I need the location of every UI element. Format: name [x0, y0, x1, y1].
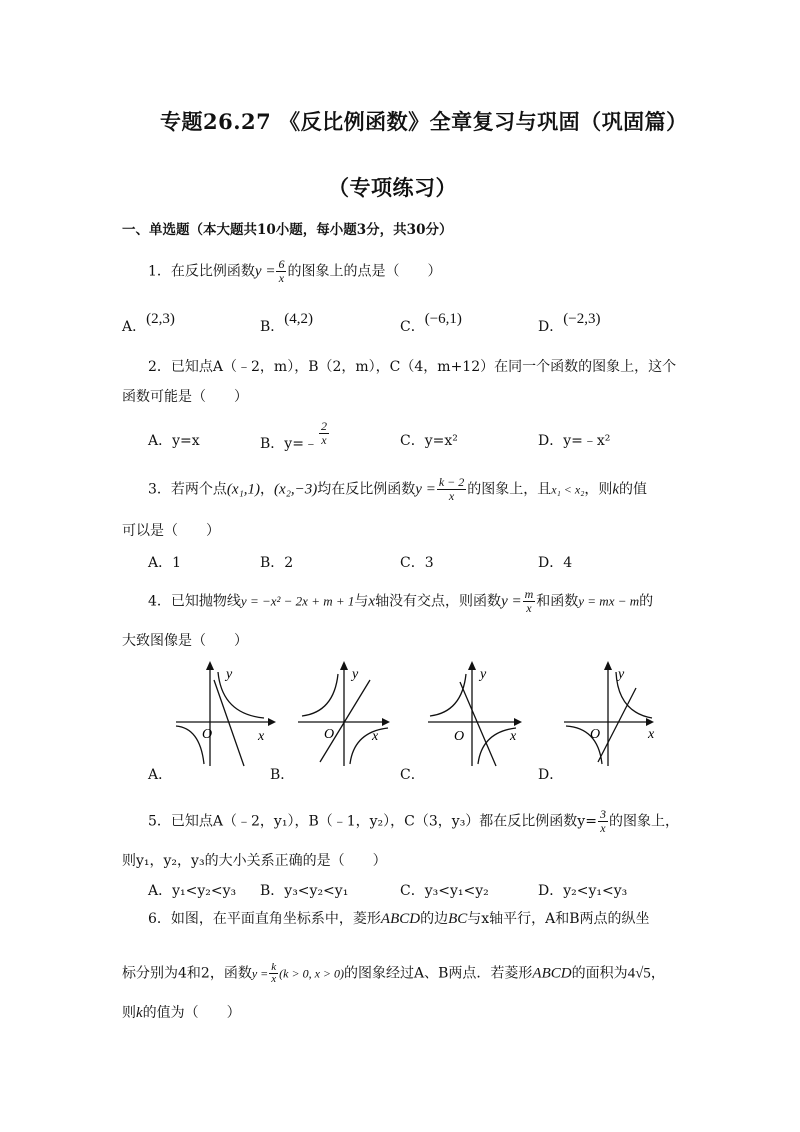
question-3: [148, 476, 647, 503]
q2-option-a[interactable]: A．y=x: [148, 433, 200, 449]
q1-option-b[interactable]: [260, 308, 314, 335]
q6-line3-post: 的值为（ ）: [142, 1005, 241, 1021]
page-title: 专题26.27 《反比例函数》全章复习与巩固（巩固篇）: [160, 109, 688, 134]
q6-abcd: ABCD: [380, 911, 421, 927]
q2-option-b-denominator: x: [321, 433, 327, 447]
question-3-line2: 可以是（ ）: [122, 523, 220, 539]
q4-graph-b-axis-y: y: [352, 667, 359, 682]
q3-text-post2: ，则: [584, 481, 613, 498]
q4-text-pre: 4．已知抛物线: [148, 593, 241, 610]
question-4: [148, 588, 653, 615]
q6-line2-pre: 标分别为4和2，函数: [122, 965, 252, 982]
q4-linear: y = mx − m: [578, 593, 640, 609]
q6-k: k: [136, 1005, 143, 1021]
question-5: [148, 808, 679, 835]
q4-graph-c-axis-y: y: [480, 667, 487, 682]
q1-option-b-value: (4,2): [284, 311, 314, 327]
q5-numerator: 3: [599, 807, 606, 821]
q3-text-pre: 3．若两个点: [148, 481, 227, 498]
question-6-line1: [148, 909, 650, 929]
q4-graph-b[interactable]: [292, 658, 402, 772]
q4-formula-lhs: y =: [501, 593, 522, 610]
q4-option-d[interactable]: D．: [538, 767, 564, 783]
q6-line1-post: 与x轴平行，A和B两点的纵坐: [467, 911, 650, 927]
q4-graph-d-axis-x: x: [648, 727, 655, 742]
q1-numerator: 6: [278, 257, 285, 271]
q4-text-post: 的: [639, 593, 654, 610]
question-2-line2: 函数可能是（ ）: [122, 389, 248, 405]
q6-formula-lhs: y =: [251, 966, 269, 981]
q4-graph-d[interactable]: [560, 658, 670, 772]
q5-fraction: [598, 808, 608, 835]
q3-formula-lhs: y =: [415, 481, 436, 498]
q3-text-post1: 的图象上，且: [467, 481, 552, 498]
question-6-line3: [122, 1003, 241, 1023]
q6-denominator: x: [271, 973, 277, 985]
q1-option-c-value: (−6,1): [424, 311, 462, 327]
q4-option-c[interactable]: C．: [400, 767, 425, 783]
q3-option-c[interactable]: C．3: [400, 555, 434, 571]
q3-option-a[interactable]: A．1: [148, 555, 182, 571]
q4-graph-a-axis-y: y: [226, 667, 233, 682]
section-heading: 一、单选题（本大题共10小题，每小题3分，共30分）: [122, 222, 453, 238]
question-2-line1: 2．已知点A（﹣2，m），B（2，m），C（4，m+12）在同一个函数的图象上，这个: [148, 359, 677, 375]
question-6-line2: [122, 962, 665, 985]
q3-text-mid: 均在反比例函数: [317, 481, 416, 498]
q4-graph-d-origin: O: [590, 727, 601, 742]
q5-denominator: x: [600, 821, 606, 835]
q1-option-d-label: D．: [538, 319, 564, 335]
q2-option-b-numerator: 2: [320, 419, 327, 433]
q1-option-d-value: (−2,3): [563, 311, 601, 327]
q4-x-var: x: [368, 593, 376, 610]
q5-option-b[interactable]: B．y₃<y₂<y₁: [260, 883, 349, 899]
q1-text-post: 的图象上的点是（ ）: [287, 263, 442, 280]
q5-text-post: 的图象上，: [608, 813, 679, 830]
q6-abcd-2: ABCD: [532, 965, 572, 982]
q6-comma: ，: [650, 965, 665, 982]
q6-line2-post: 的面积为: [571, 965, 628, 982]
q4-graph-b-axis-x: x: [372, 729, 379, 744]
q3-option-d[interactable]: D．4: [538, 555, 573, 571]
q1-formula-lhs: y =: [254, 263, 276, 280]
q4-graph-c-origin: O: [454, 729, 465, 744]
q5-text-pre: 5．已知点A（﹣2，y₁），B（﹣1，y₂），C（3，y₃）都在反比例函数y=: [148, 813, 597, 830]
q2-option-b[interactable]: [260, 419, 330, 452]
q4-graph-d-axis-y: y: [618, 667, 625, 682]
q2-option-d[interactable]: D．y=﹣x²: [538, 433, 611, 449]
q1-option-c[interactable]: [400, 308, 462, 335]
q3-option-b[interactable]: B．2: [260, 555, 294, 571]
q4-graph-a[interactable]: [170, 658, 280, 772]
q6-bc: BC: [448, 911, 468, 927]
q4-graph-c-axis-x: x: [510, 729, 517, 744]
q1-denominator: x: [278, 271, 285, 285]
q3-k: k: [612, 481, 620, 498]
q4-text-mid: 与: [354, 593, 369, 610]
q6-condition: (k > 0, x > 0): [279, 966, 344, 981]
q2-option-c[interactable]: C．y=x²: [400, 433, 458, 449]
q6-area: 4√5: [627, 965, 651, 982]
q3-point-2: (x₂,−3): [274, 481, 318, 498]
q1-option-a[interactable]: [122, 308, 175, 335]
page-subtitle: （专项练习）: [328, 175, 457, 200]
q1-option-a-value: (2,3): [146, 311, 175, 327]
q3-separator: ，: [260, 481, 275, 498]
q6-line1-mid: 的边: [420, 911, 449, 927]
q3-denominator: x: [448, 489, 455, 503]
q4-parabola: y = −x² − 2x + m + 1: [240, 593, 355, 609]
q3-numerator: k − 2: [438, 475, 465, 489]
q2-option-b-label: B．y=﹣: [260, 435, 318, 452]
question-5-line2: 则y₁，y₂，y₃的大小关系正确的是（ ）: [122, 853, 387, 869]
q4-denominator: x: [526, 601, 532, 615]
q4-option-b[interactable]: B．: [270, 767, 295, 783]
q4-graph-b-origin: O: [324, 727, 335, 742]
q6-line3-pre: 则: [122, 1005, 136, 1021]
q4-option-a[interactable]: A．: [148, 767, 173, 783]
q3-condition: x₁ < x₂: [551, 482, 585, 497]
q4-graph-c[interactable]: [424, 658, 534, 772]
q3-point-1: (x₁,1): [226, 481, 261, 498]
q5-option-a[interactable]: A．y₁<y₂<y₃: [148, 883, 237, 899]
q1-fraction: [276, 258, 286, 285]
q1-text-pre: 1．在反比例函数: [148, 263, 255, 280]
q1-option-a-label: A．: [122, 319, 147, 335]
question-4-line2: 大致图像是（ ）: [122, 633, 248, 649]
q4-text-mid2: 轴没有交点，则函数: [375, 593, 502, 610]
q1-option-c-label: C．: [400, 319, 425, 335]
q4-text-mid3: 和函数: [536, 593, 579, 610]
q6-line2-mid: 的图象经过A、B两点．若菱形: [344, 965, 533, 982]
q4-fraction: [523, 588, 536, 615]
q4-graph-a-origin: O: [202, 727, 213, 742]
q4-numerator: m: [524, 587, 534, 601]
q2-option-b-fraction: [319, 420, 329, 447]
q6-numerator: k: [271, 961, 277, 973]
q6-line1-pre: 6．如图，在平面直角坐标系中，菱形: [148, 911, 381, 927]
question-1: [148, 258, 441, 285]
q6-fraction: [269, 962, 278, 985]
q1-option-b-label: B．: [260, 319, 285, 335]
q3-text-post3: 的值: [619, 481, 648, 498]
q3-fraction: [437, 476, 466, 503]
q4-graph-a-axis-x: x: [258, 729, 265, 744]
q1-option-d[interactable]: [538, 308, 601, 335]
q5-option-d[interactable]: D．y₂<y₁<y₃: [538, 883, 628, 899]
q5-option-c[interactable]: C．y₃<y₁<y₂: [400, 883, 489, 899]
